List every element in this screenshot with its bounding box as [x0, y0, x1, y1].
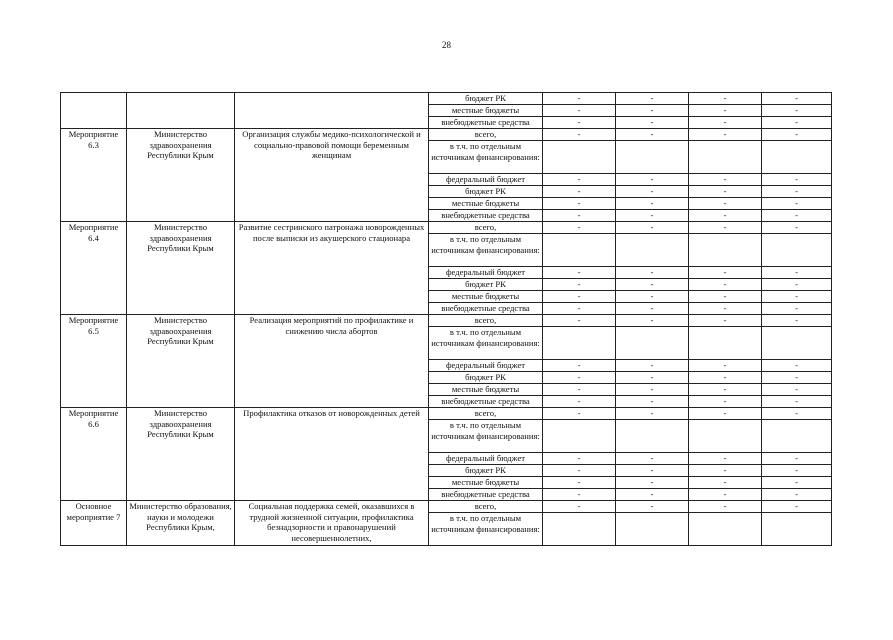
value-cell: - [762, 174, 832, 186]
value-cell: - [543, 489, 616, 501]
event-description: Социальная поддержка семей, оказавшихся в трудной жизненной ситуации, профилактика безнадзорности и правонарушений несовершеннолетних, [235, 501, 429, 546]
value-cell: - [616, 93, 689, 105]
event-description: Реализация мероприятий по профилактике и снижению числа абортов [235, 315, 429, 408]
value-cell: - [689, 105, 762, 117]
source-local: местные бюджеты [429, 291, 543, 303]
source-rk: бюджет РК [429, 93, 543, 105]
value-cell: - [616, 303, 689, 315]
value-cell: - [543, 279, 616, 291]
value-cell: - [762, 93, 832, 105]
value-cell: - [762, 198, 832, 210]
value-cell [543, 420, 616, 453]
source-federal: федеральный бюджет [429, 360, 543, 372]
table-row [61, 129, 832, 141]
value-cell [762, 420, 832, 453]
event-id-cell [61, 93, 127, 129]
value-cell: - [689, 477, 762, 489]
value-cell: - [543, 408, 616, 420]
value-cell: - [689, 174, 762, 186]
value-cell: - [689, 465, 762, 477]
value-cell: - [762, 396, 832, 408]
event-id: Основное мероприятие 7 [61, 501, 127, 546]
value-cell: - [616, 174, 689, 186]
value-cell [689, 420, 762, 453]
value-cell: - [762, 408, 832, 420]
source-offbudget: внебюджетные средства [429, 489, 543, 501]
value-cell [543, 141, 616, 174]
value-cell [543, 513, 616, 546]
value-cell: - [689, 210, 762, 222]
value-cell: - [762, 279, 832, 291]
value-cell [762, 513, 832, 546]
value-cell: - [689, 360, 762, 372]
value-cell: - [689, 198, 762, 210]
value-cell: - [616, 267, 689, 279]
value-cell: - [616, 105, 689, 117]
page-number: 28 [442, 40, 451, 50]
table-row [61, 408, 832, 420]
value-cell: - [689, 453, 762, 465]
value-cell: - [543, 186, 616, 198]
value-cell: - [689, 117, 762, 129]
value-cell: - [543, 303, 616, 315]
value-cell: - [616, 117, 689, 129]
source-offbudget: внебюджетные средства [429, 117, 543, 129]
value-cell: - [616, 453, 689, 465]
value-cell: - [543, 291, 616, 303]
value-cell: - [689, 129, 762, 141]
value-cell: - [762, 489, 832, 501]
value-cell: - [543, 465, 616, 477]
value-cell: - [543, 174, 616, 186]
value-cell: - [689, 303, 762, 315]
value-cell: - [762, 372, 832, 384]
source-offbudget: внебюджетные средства [429, 396, 543, 408]
source-rk: бюджет РК [429, 465, 543, 477]
value-cell: - [762, 267, 832, 279]
value-cell: - [543, 501, 616, 513]
value-cell: - [762, 303, 832, 315]
table-row [61, 222, 832, 234]
value-cell [762, 141, 832, 174]
value-cell: - [762, 117, 832, 129]
source-rk: бюджет РК [429, 372, 543, 384]
value-cell: - [762, 291, 832, 303]
value-cell: - [616, 210, 689, 222]
value-cell: - [616, 198, 689, 210]
source-incl: в т.ч. по отдельным источникам финансирования: [429, 234, 543, 267]
source-offbudget: внебюджетные средства [429, 210, 543, 222]
value-cell: - [616, 129, 689, 141]
value-cell: - [689, 384, 762, 396]
source-incl: в т.ч. по отдельным источникам финансирования: [429, 327, 543, 360]
value-cell: - [762, 210, 832, 222]
event-id: Мероприятие 6.3 [61, 129, 127, 222]
event-executor: Министерство здравоохранения Республики Крым [127, 315, 235, 408]
source-total: всего, [429, 315, 543, 327]
value-cell [616, 420, 689, 453]
value-cell: - [616, 279, 689, 291]
value-cell [616, 234, 689, 267]
value-cell: - [689, 501, 762, 513]
value-cell: - [689, 489, 762, 501]
source-total: всего, [429, 129, 543, 141]
value-cell: - [762, 477, 832, 489]
value-cell [762, 327, 832, 360]
value-cell: - [543, 360, 616, 372]
value-cell: - [616, 501, 689, 513]
value-cell: - [543, 210, 616, 222]
value-cell [543, 234, 616, 267]
value-cell: - [543, 129, 616, 141]
source-local: местные бюджеты [429, 198, 543, 210]
source-total: всего, [429, 501, 543, 513]
description-cell [235, 93, 429, 129]
value-cell: - [543, 384, 616, 396]
event-id: Мероприятие 6.6 [61, 408, 127, 501]
value-cell: - [689, 222, 762, 234]
value-cell: - [543, 372, 616, 384]
value-cell: - [543, 453, 616, 465]
event-id: Мероприятие 6.4 [61, 222, 127, 315]
source-local: местные бюджеты [429, 105, 543, 117]
value-cell: - [689, 372, 762, 384]
value-cell: - [762, 105, 832, 117]
value-cell: - [543, 477, 616, 489]
value-cell: - [543, 117, 616, 129]
executor-cell [127, 93, 235, 129]
value-cell: - [616, 222, 689, 234]
value-cell: - [616, 315, 689, 327]
event-executor: Министерство здравоохранения Республики Крым [127, 129, 235, 222]
source-incl: в т.ч. по отдельным источникам финансирования: [429, 420, 543, 453]
value-cell [689, 513, 762, 546]
value-cell: - [616, 489, 689, 501]
value-cell: - [762, 453, 832, 465]
value-cell [762, 234, 832, 267]
value-cell [543, 327, 616, 360]
value-cell: - [543, 105, 616, 117]
source-federal: федеральный бюджет [429, 267, 543, 279]
source-incl: в т.ч. по отдельным источникам финансирования: [429, 141, 543, 174]
source-rk: бюджет РК [429, 186, 543, 198]
value-cell: - [543, 267, 616, 279]
value-cell: - [689, 408, 762, 420]
source-incl: в т.ч. по отдельным источникам финансирования: [429, 513, 543, 546]
value-cell: - [689, 186, 762, 198]
value-cell: - [762, 129, 832, 141]
value-cell: - [762, 186, 832, 198]
value-cell: - [616, 291, 689, 303]
value-cell: - [543, 198, 616, 210]
value-cell: - [543, 396, 616, 408]
value-cell: - [616, 372, 689, 384]
value-cell: - [616, 396, 689, 408]
event-executor: Министерство здравоохранения Республики Крым [127, 222, 235, 315]
value-cell [616, 513, 689, 546]
event-executor: Министерство образования, науки и молодежи Республики Крым, [127, 501, 235, 546]
value-cell: - [543, 222, 616, 234]
value-cell: - [689, 396, 762, 408]
value-cell: - [616, 408, 689, 420]
event-description: Профилактика отказов от новорожденных детей [235, 408, 429, 501]
table-row [61, 501, 832, 513]
value-cell: - [762, 465, 832, 477]
source-total: всего, [429, 408, 543, 420]
value-cell: - [616, 360, 689, 372]
value-cell: - [762, 384, 832, 396]
value-cell: - [689, 291, 762, 303]
value-cell: - [762, 315, 832, 327]
event-id: Мероприятие 6.5 [61, 315, 127, 408]
value-cell: - [616, 477, 689, 489]
value-cell: - [543, 93, 616, 105]
value-cell: - [616, 465, 689, 477]
value-cell [616, 327, 689, 360]
table-row [61, 93, 832, 105]
source-local: местные бюджеты [429, 384, 543, 396]
source-federal: федеральный бюджет [429, 174, 543, 186]
source-rk: бюджет РК [429, 279, 543, 291]
funding-table [60, 92, 832, 546]
table-row [61, 315, 832, 327]
value-cell: - [689, 267, 762, 279]
value-cell: - [689, 315, 762, 327]
source-total: всего, [429, 222, 543, 234]
source-local: местные бюджеты [429, 477, 543, 489]
value-cell: - [689, 279, 762, 291]
source-federal: федеральный бюджет [429, 453, 543, 465]
value-cell: - [689, 93, 762, 105]
event-description: Организация службы медико-психологической и социально-правовой помощи беременным женщинам [235, 129, 429, 222]
value-cell: - [762, 360, 832, 372]
value-cell [689, 327, 762, 360]
value-cell: - [762, 222, 832, 234]
value-cell: - [616, 186, 689, 198]
value-cell: - [762, 501, 832, 513]
value-cell: - [616, 384, 689, 396]
source-offbudget: внебюджетные средства [429, 303, 543, 315]
value-cell [616, 141, 689, 174]
value-cell: - [543, 315, 616, 327]
value-cell [689, 141, 762, 174]
event-description: Развитие сестринского патронажа новорожденных после выписки из акушерского стационара [235, 222, 429, 315]
value-cell [689, 234, 762, 267]
event-executor: Министерство здравоохранения Республики Крым [127, 408, 235, 501]
